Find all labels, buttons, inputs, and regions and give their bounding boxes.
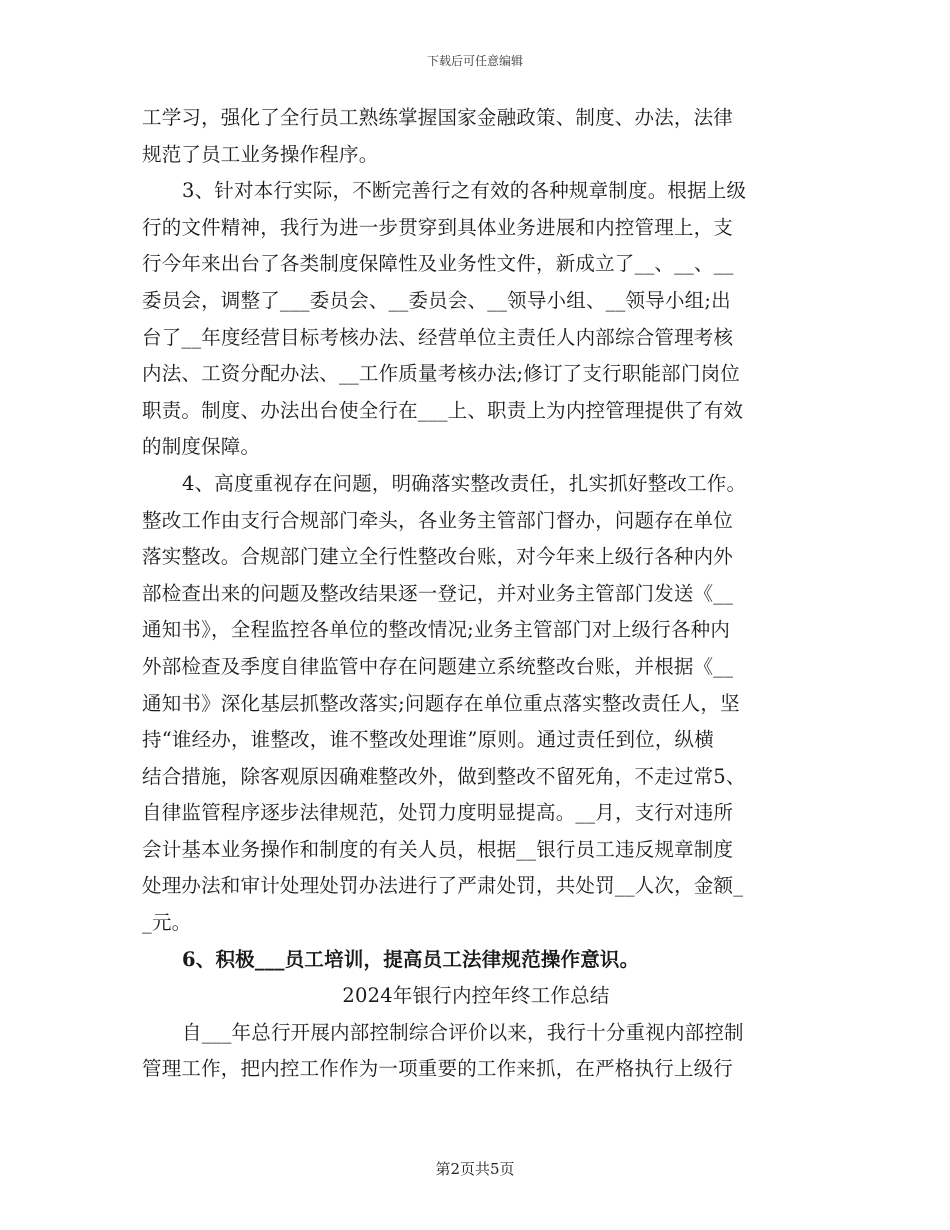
body-line: 规范了员工业务操作程序。	[142, 142, 379, 166]
page-footer: 第2页共5页	[435, 1160, 515, 1178]
body-line: 管理工作，把内控工作作为一项重要的工作来抓，在严格执行上级行	[142, 1057, 734, 1081]
body-line: 委员会，调整了___委员会、__委员会、__领导小组、__领导小组;出	[142, 288, 731, 312]
document-title: 2024年银行内控年终工作总结	[342, 984, 610, 1008]
page-header: 下载后可任意编辑	[426, 54, 523, 68]
body-line: 通知书》，全程监控各单位的整改情况;业务主管部门对上级行各种内	[142, 618, 731, 642]
body-line: 行的文件精神，我行为进一步贯穿到具体业务进展和内控管理上，支	[142, 215, 734, 239]
paragraph-3-start: 3、针对本行实际，不断完善行之有效的各种规章制度。根据上级	[182, 179, 747, 203]
body-line: _元。	[142, 911, 192, 935]
body-line: 持“谁经办，谁整改，谁不整改处理谁”原则。通过责任到位，纵横	[142, 728, 714, 752]
body-line: 外部检查及季度自律监管中存在问题建立系统整改台账，并根据《__	[142, 654, 734, 678]
body-line: 处理办法和审计处理处罚办法进行了严肃处罚，共处罚__人次，金额_	[142, 874, 744, 898]
body-line: 结合措施，除客观原因确难整改外，做到整改不留死角，不走过常5、	[142, 764, 746, 788]
body-line: 通知书》深化基层抓整改落实;问题存在单位重点落实整改责任人，坚	[142, 691, 740, 715]
intro-paragraph-start: 自___年总行开展内部控制综合评价以来，我行十分重视内部控制	[182, 1020, 744, 1044]
body-line: 自律监管程序逐步法律规范，处罚力度明显提高。__月，支行对违所	[142, 801, 734, 825]
body-line: 行今年来出台了各类制度保障性及业务性文件，新成立了__、__、__	[142, 252, 734, 276]
paragraph-4-start: 4、高度重视存在问题，明确落实整改责任，扎实抓好整改工作。	[182, 471, 747, 495]
body-line: 职责。制度、办法出台使全行在___上、职责上为内控管理提供了有效	[142, 398, 744, 422]
body-line: 整改工作由支行合规部门牵头，各业务主管部门督办，问题存在单位	[142, 508, 734, 532]
body-line: 台了__年度经营目标考核办法、经营单位主责任人内部综合管理考核	[142, 325, 734, 349]
body-line: 内法、工资分配办法、__工作质量考核办法;修订了支行职能部门岗位	[142, 362, 740, 386]
section-6-heading: 6、积极___员工培训，提高员工法律规范操作意识。	[182, 947, 640, 971]
body-line: 工学习，强化了全行员工熟练掌握国家金融政策、制度、办法，法律	[142, 106, 734, 129]
document-body	[142, 100, 810, 1088]
body-line: 的制度保障。	[142, 435, 261, 459]
body-line: 部检查出来的问题及整改结果逐一登记，并对业务主管部门发送《__	[142, 581, 734, 605]
body-line: 落实整改。合规部门建立全行性整改台账，对今年来上级行各种内外	[142, 545, 734, 569]
body-line: 会计基本业务操作和制度的有关人员，根据__银行员工违反规章制度	[142, 837, 734, 861]
